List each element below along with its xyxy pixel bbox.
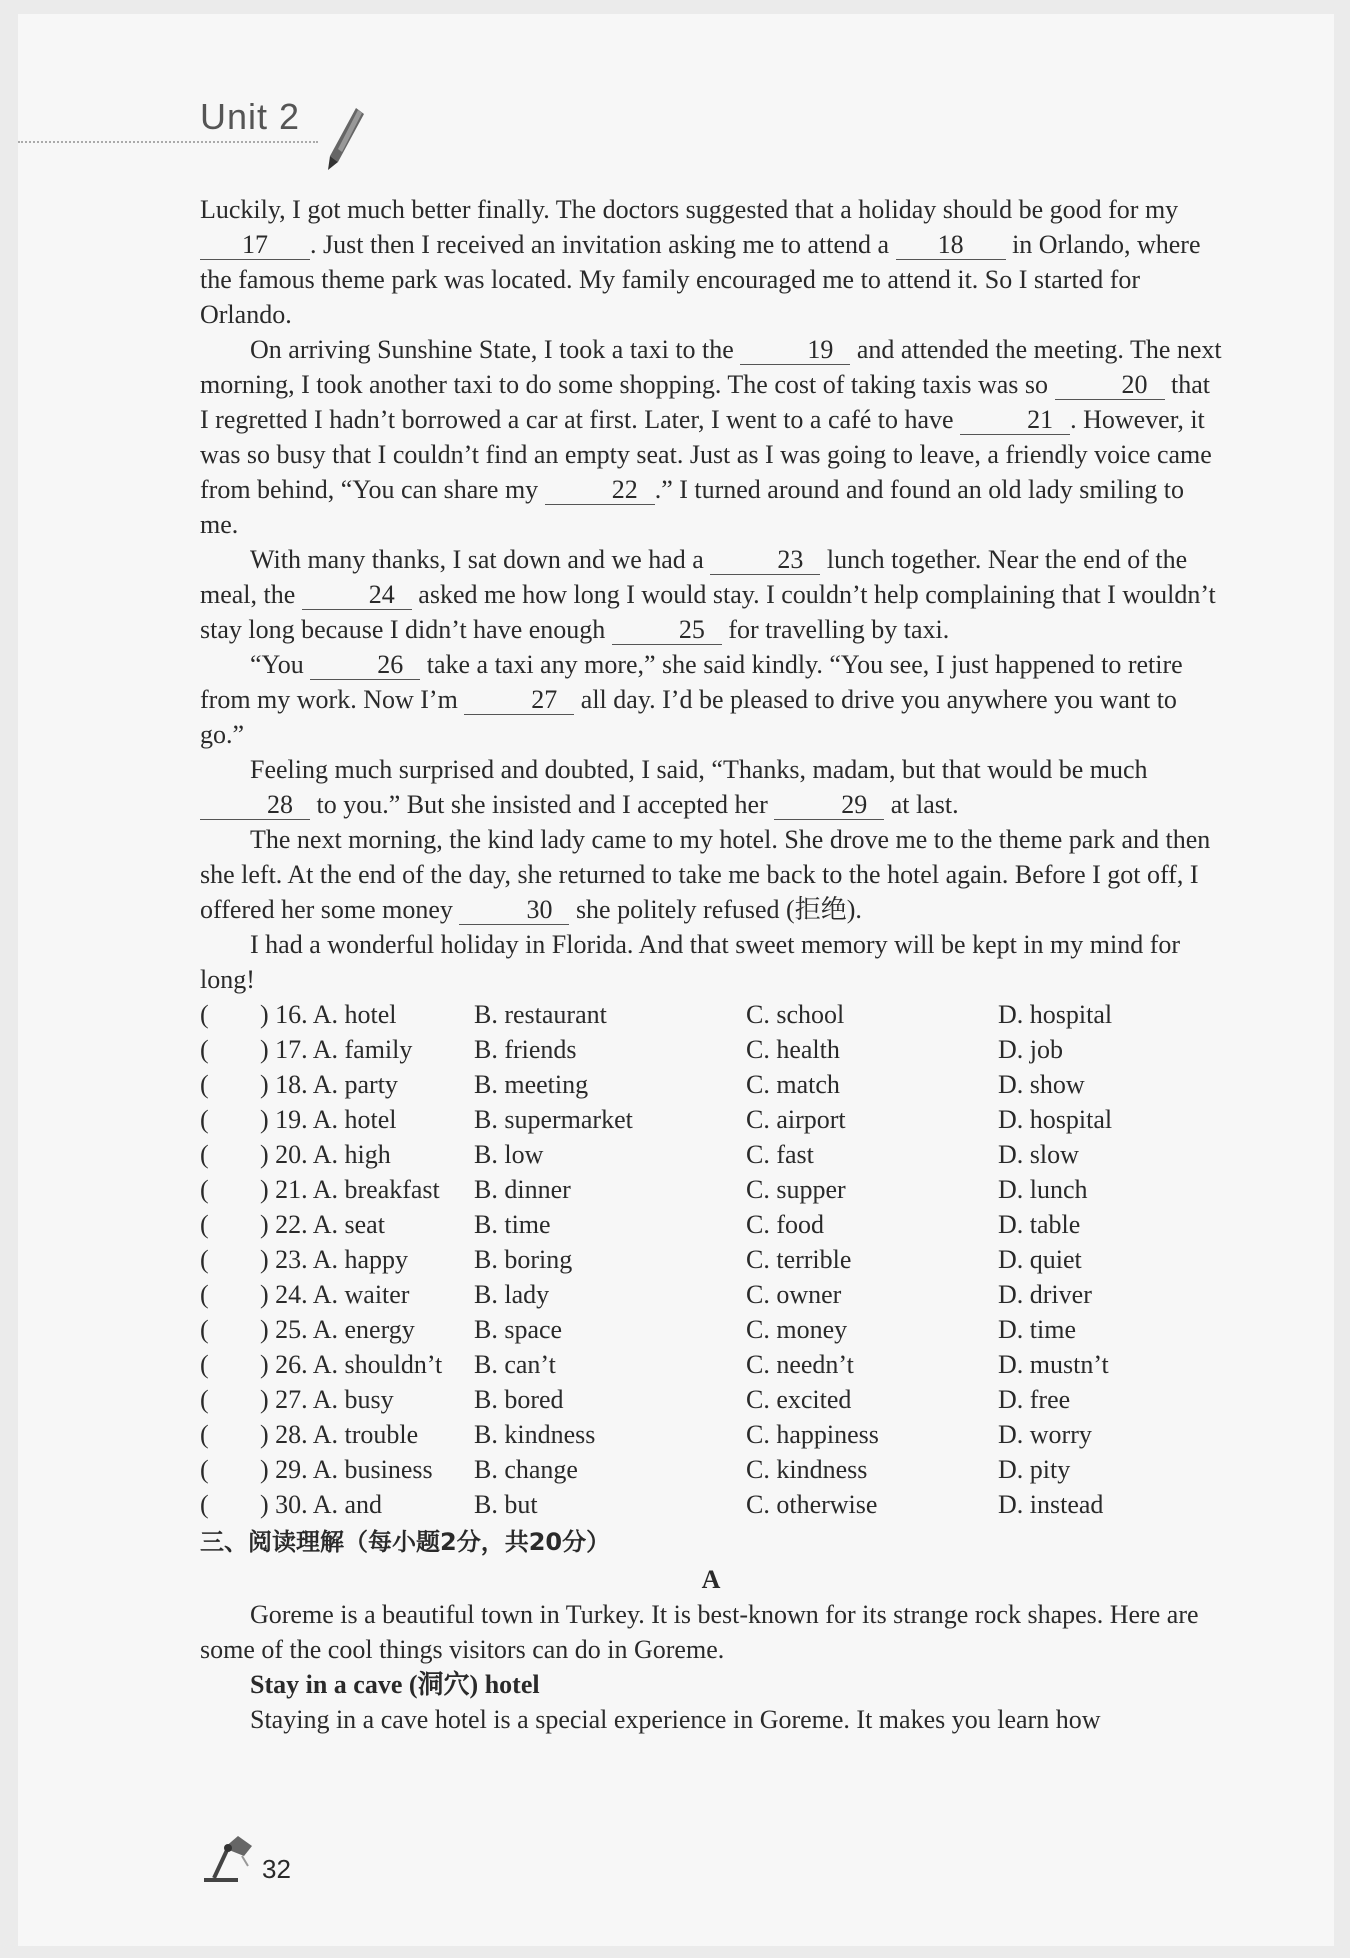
answer-paren[interactable]: ( — [200, 1000, 209, 1029]
blank-30[interactable]: 30 — [459, 896, 569, 925]
answer-paren[interactable]: ( — [200, 1350, 209, 1379]
answer-paren[interactable]: ( — [200, 1315, 209, 1344]
cloze-paragraph: With many thanks, I sat down and we had a 23 lunch together. Near the end of the meal, the 24 asked me how long I would stay. I couldn’t help complaining that I wouldn’t stay long because I didn’t have enough 25 for travelling by taxi. — [200, 545, 1216, 644]
desk-lamp-icon — [198, 1826, 260, 1886]
question-row: ( ) 27. A. busy B. bored C. excited D. free — [200, 1382, 1222, 1417]
pen-icon — [318, 104, 368, 174]
cloze-paragraph: Feeling much surprised and doubted, I said, “Thanks, madam, but that would be much 28 to you.” But she insisted and I accepted her 29 at last. — [200, 752, 1222, 822]
question-row: ( ) 16. A. hotel B. restaurant C. school D. hospital — [200, 997, 1222, 1032]
blank-25[interactable]: 25 — [612, 616, 722, 645]
answer-paren[interactable]: ( — [200, 1105, 209, 1134]
main-content — [200, 192, 1222, 1737]
blank-19[interactable]: 19 — [740, 336, 850, 365]
passage-subheading: Stay in a cave (洞穴) hotel — [250, 1670, 540, 1699]
answer-paren[interactable]: ( — [200, 1210, 209, 1239]
cloze-paragraph: “You 26 take a taxi any more,” she said kindly. “You see, I just happened to retire from my work. Now I’m 27 all day. I’d be pleased to drive you anywhere you want to go.” — [200, 650, 1183, 749]
passage-text: Staying in a cave hotel is a special experience in Goreme. It makes you learn how — [250, 1705, 1101, 1734]
passage-label: A — [701, 1565, 721, 1594]
answer-paren[interactable]: ( — [200, 1035, 209, 1064]
blank-23[interactable]: 23 — [710, 546, 820, 575]
passage-intro: Goreme is a beautiful town in Turkey. It is best-known for its strange rock shapes. Here are some of the cool things visitors can do in Goreme. — [200, 1600, 1199, 1664]
cloze-paragraph: Luckily, I got much better finally. The doctors suggested that a holiday should be good for my 17 . Just then I received an invitation asking me to attend a 18 in Orlando, where the famous theme park was located. My family encouraged me to attend it. So I started for Orlando. — [200, 195, 1201, 329]
blank-18[interactable]: 18 — [896, 231, 1006, 260]
blank-27[interactable]: 27 — [464, 686, 574, 715]
options-list — [200, 997, 1222, 1522]
answer-paren[interactable]: ( — [200, 1140, 209, 1169]
question-row: ( ) 20. A. high B. low C. fast D. slow — [200, 1137, 1222, 1172]
answer-paren[interactable]: ( — [200, 1455, 209, 1484]
question-row: ( ) 23. A. happy B. boring C. terrible D. quiet — [200, 1242, 1222, 1277]
blank-28[interactable]: 28 — [200, 791, 310, 820]
header-rule — [18, 141, 318, 143]
question-row: ( ) 29. A. business B. change C. kindness D. pity — [200, 1452, 1222, 1487]
answer-paren[interactable]: ( — [200, 1490, 209, 1519]
blank-21[interactable]: 21 — [960, 406, 1070, 435]
blank-24[interactable]: 24 — [302, 581, 412, 610]
question-row: ( ) 25. A. energy B. space C. money D. time — [200, 1312, 1222, 1347]
question-row: ( ) 28. A. trouble B. kindness C. happiness D. worry — [200, 1417, 1222, 1452]
answer-paren[interactable]: ( — [200, 1280, 209, 1309]
answer-paren[interactable]: ( — [200, 1385, 209, 1414]
page-number: 32 — [262, 1854, 291, 1884]
question-row: ( ) 24. A. waiter B. lady C. owner D. driver — [200, 1277, 1222, 1312]
question-row: ( ) 18. A. party B. meeting C. match D. show — [200, 1067, 1222, 1102]
blank-26[interactable]: 26 — [310, 651, 420, 680]
question-row: ( ) 30. A. and B. but C. otherwise D. instead — [200, 1487, 1222, 1522]
question-row: ( ) 26. A. shouldn’t B. can’t C. needn’t D. mustn’t — [200, 1347, 1222, 1382]
cloze-paragraph: I had a wonderful holiday in Florida. And that sweet memory will be kept in my mind for long! — [200, 930, 1181, 994]
blank-29[interactable]: 29 — [774, 791, 884, 820]
question-row: ( ) 21. A. breakfast B. dinner C. supper D. lunch — [200, 1172, 1222, 1207]
blank-17[interactable]: 17 — [200, 231, 310, 260]
answer-paren[interactable]: ( — [200, 1245, 209, 1274]
answer-paren[interactable]: ( — [200, 1420, 209, 1449]
unit-title: Unit 2 — [200, 96, 301, 137]
question-row: ( ) 19. A. hotel B. supermarket C. airport D. hospital — [200, 1102, 1222, 1137]
question-row: ( ) 17. A. family B. friends C. health D. job — [200, 1032, 1222, 1067]
section-title: 三、阅读理解（每小题2分，共20分） — [200, 1528, 611, 1556]
answer-paren[interactable]: ( — [200, 1070, 209, 1099]
cloze-paragraph: The next morning, the kind lady came to my hotel. She drove me to the theme park and then she left. At the end of the day, she returned to take me back to the hotel again. Before I got off, I offered her some money 30 she politely refused (拒绝). — [200, 825, 1211, 924]
answer-paren[interactable]: ( — [200, 1175, 209, 1204]
cloze-paragraph: On arriving Sunshine State, I took a taxi to the 19 and attended the meeting. The next morning, I took another taxi to do some shopping. The cost of taking taxis was so 20 that I regretted I hadn’t borrowed a car at first. Later, I went to a café to have 21 . However, it was so busy that I couldn’t find an empty seat. Just as I was going to leave, a friendly voice came from behind, “You can share my 22 .” I turned around and found an old lady smiling to me. — [200, 335, 1222, 539]
question-row: ( ) 22. A. seat B. time C. food D. table — [200, 1207, 1222, 1242]
blank-20[interactable]: 20 — [1055, 371, 1165, 400]
blank-22[interactable]: 22 — [545, 476, 655, 505]
